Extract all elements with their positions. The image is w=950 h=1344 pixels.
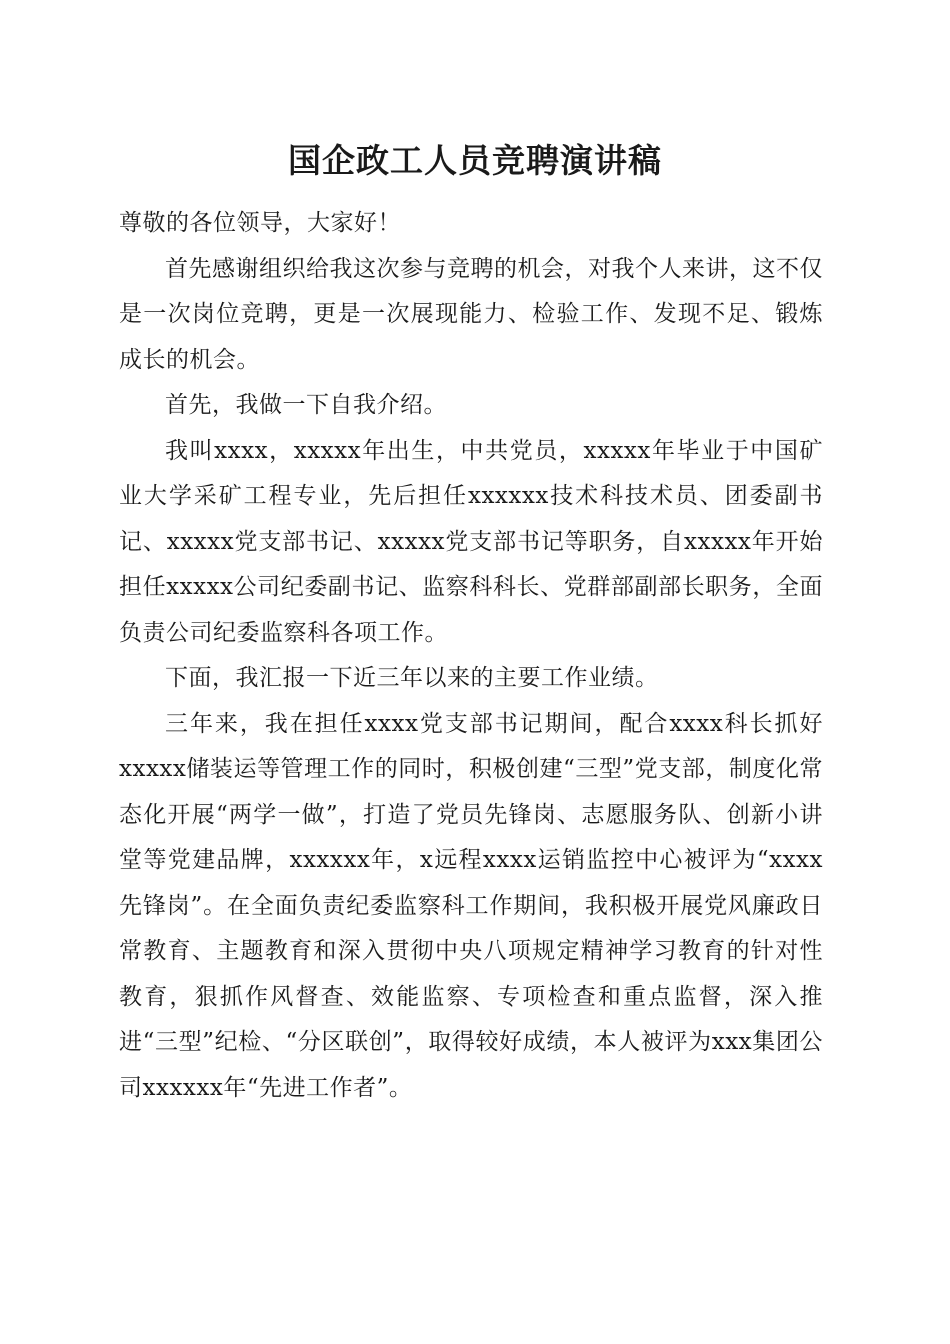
document-title: 国企政工人员竞聘演讲稿: [288, 141, 662, 180]
salutation-paragraph: 尊敬的各位领导，大家好！: [119, 210, 401, 236]
body-paragraph: 我叫xxxx，xxxxx年出生，中共党员，xxxxx年毕业于中国矿业大学采矿工程专业，先后担任xxxxxx技术科技术员、团委副书记、xxxxx党支部书记、xxxxx党支部书记等职务，自xxxxx年开始担任xxxxx公司纪委副书记、监察科科长、党群部副部长职务，全面负责公司纪委监察科各项工作。: [119, 437, 823, 646]
body-paragraph: 下面，我汇报一下近三年以来的主要工作业绩。: [165, 665, 659, 691]
body-paragraph: 首先，我做一下自我介绍。: [165, 392, 447, 418]
body-paragraph: 三年来，我在担任xxxx党支部书记期间，配合xxxx科长抓好xxxxx储装运等管理工作的同时，积极创建“三型”党支部，制度化常态化开展“两学一做”，打造了党员先锋岗、志愿服务队、创新小讲堂等党建品牌，xxxxxx年，x远程xxxx运销监控中心被评为“xxxx先锋岗”。在全面负责纪委监察科工作期间，我积极开展党风廉政日常教育、主题教育和深入贯彻中央八项规定精神学习教育的针对性教育，狠抓作风督查、效能监察、专项检查和重点监督，深入推进“三型”纪检、“分区联创”，取得较好成绩，本人被评为xxx集团公司xxxxxx年“先进工作者”。: [119, 710, 823, 1101]
document-body: [119, 201, 823, 1111]
body-paragraph: 首先感谢组织给我这次参与竞聘的机会，对我个人来讲，这不仅是一次岗位竞聘，更是一次展现能力、检验工作、发现不足、锻炼成长的机会。: [119, 255, 823, 373]
